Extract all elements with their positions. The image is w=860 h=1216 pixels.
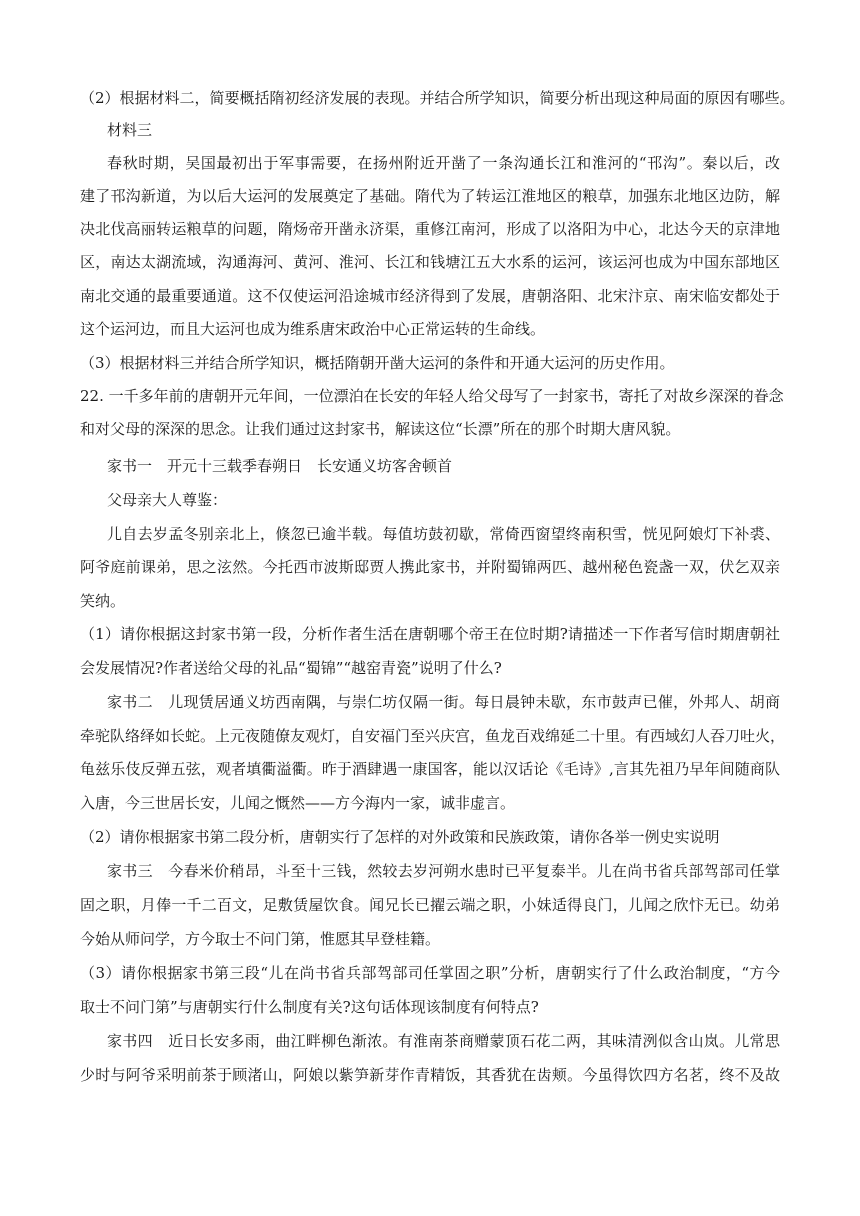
material3-line: 这个运河边，而且大运河也成为维系唐宋政治中心正常运转的生命线。 [80, 320, 546, 338]
letter2-line: 牵驼队络绎如长蛇。上元夜随僚友观灯，自安福门至兴庆宫，鱼龙百戏绵延二十里。有西域幻人吞刀吐火， [80, 727, 786, 745]
letter2-line: 家书二 儿现赁居通义坊西南隅，与崇仁坊仅隔一街。每日晨钟未歇，东市鼓声已催，外邦人、胡商 [107, 693, 780, 711]
question-22-line: 和对父母的深深的思念。让我们通过这封家书，解读这位“长漂”所在的那个时期大唐风貌。 [80, 420, 681, 438]
letter3-line: 家书三 今春米价稍昂，斗至十三钱，然较去岁河朔水患时已平复泰半。儿在尚书省兵部驾部司任掌 [107, 862, 780, 880]
letter2-line: 入唐，今三世居长安，儿闻之慨然——方今海内一家，诚非虚言。 [80, 794, 516, 812]
material3-line: 春秋时期，吴国最初出于军事需要，在扬州附近开凿了一条沟通长江和淮河的“邗沟”。秦以后，改 [107, 154, 780, 172]
question-letter1-line: 会发展情况?作者送给父母的礼品“蜀锦”“越窑青瓷”说明了什么? [80, 659, 502, 677]
question-22-line: 22. 一千多年前的唐朝开元年间，一位漂泊在长安的年轻人给父母写了一封家书，寄托了对故乡深深的眷念 [80, 387, 784, 405]
letter1-heading: 家书一 开元十三载季春朔日 长安通义坊客舍顿首 [107, 457, 453, 475]
letter1-salutation: 父母亲大人尊鉴： [107, 491, 228, 509]
letter1-line: 阿爷庭前课弟，思之泫然。今托西市波斯邸贾人携此家书，并附蜀锦两匹、越州秘色瓷盏一双，伏乞双亲 [80, 558, 780, 576]
question-material3: （3）根据材料三并结合所学知识，概括隋朝开凿大运河的条件和开通大运河的历史作用。 [80, 354, 675, 372]
question-letter3-line: （3）请你根据家书第三段“儿在尚书省兵部驾部司任掌固之职”分析，唐朝实行了什么政治制度，“方今 [80, 964, 780, 982]
material3-line: 决北伐高丽转运粮草的问题，隋炀帝开凿永济渠，重修江南河，形成了以洛阳为中心，北达今天的京津地 [80, 220, 780, 238]
material3-line: 建了邗沟新道，为以后大运河的发展奠定了基础。隋代为了转运江淮地区的粮草，加强东北地区边防，解 [80, 187, 780, 205]
question-material2: （2）根据材料二，简要概括隋初经济发展的表现。并结合所学知识，简要分析出现这种局面的原因有哪些。 [80, 89, 795, 107]
letter1-line: 儿自去岁孟冬别亲北上，倏忽已逾半载。每值坊鼓初歇，常倚西窗望终南积雪，恍见阿娘灯下补裘、 [107, 525, 780, 543]
letter2-line: 龟兹乐伎反弹五弦，观者填衢溢衢。昨于酒肆遇一康国客，能以汉话论《毛诗》,言其先祖乃早年间随商队 [80, 760, 780, 778]
question-letter3-line: 取士不问门第”与唐朝实行什么制度有关?这句话体现该制度有何特点? [80, 998, 539, 1016]
letter3-line: 固之职，月俸一千二百文，足敷赁屋饮食。闻兄长已擢云端之职，小妹适得良门，儿闻之欣忭无已。幼弟 [80, 896, 780, 914]
question-letter1-line: （1）请你根据这封家书第一段，分析作者生活在唐朝哪个帝王在位时期?请描述一下作者写信时期唐朝社 [80, 625, 780, 643]
letter1-line: 笑纳。 [80, 592, 126, 610]
question-letter2: （2）请你根据家书第二段分析，唐朝实行了怎样的对外政策和民族政策，请你各举一例史实说明 [80, 828, 720, 846]
letter3-line: 今始从师问学，方今取士不问门第，惟愿其早登桂籍。 [80, 930, 441, 948]
material3-line: 南北交通的最重要通道。这不仅使运河沿途城市经济得到了发展，唐朝洛阳、北宋汴京、南宋临安都处于 [80, 287, 780, 305]
letter4-line: 少时与阿爷采明前茶于顾渚山，阿娘以紫笋新芽作青精饭，其香犹在齿颊。今虽得饮四方名茗，终不及故 [80, 1066, 780, 1084]
material3-line: 区，南达太湖流域，沟通海河、黄河、淮河、长江和钱塘江五大水系的运河，该运河也成为中国东部地区 [80, 253, 780, 271]
letter4-line: 家书四 近日长安多雨，曲江畔柳色渐浓。有淮南茶商赠蒙顶石花二两，其味清洌似含山岚。儿常思 [107, 1032, 780, 1050]
material3-title: 材料三 [107, 121, 153, 139]
